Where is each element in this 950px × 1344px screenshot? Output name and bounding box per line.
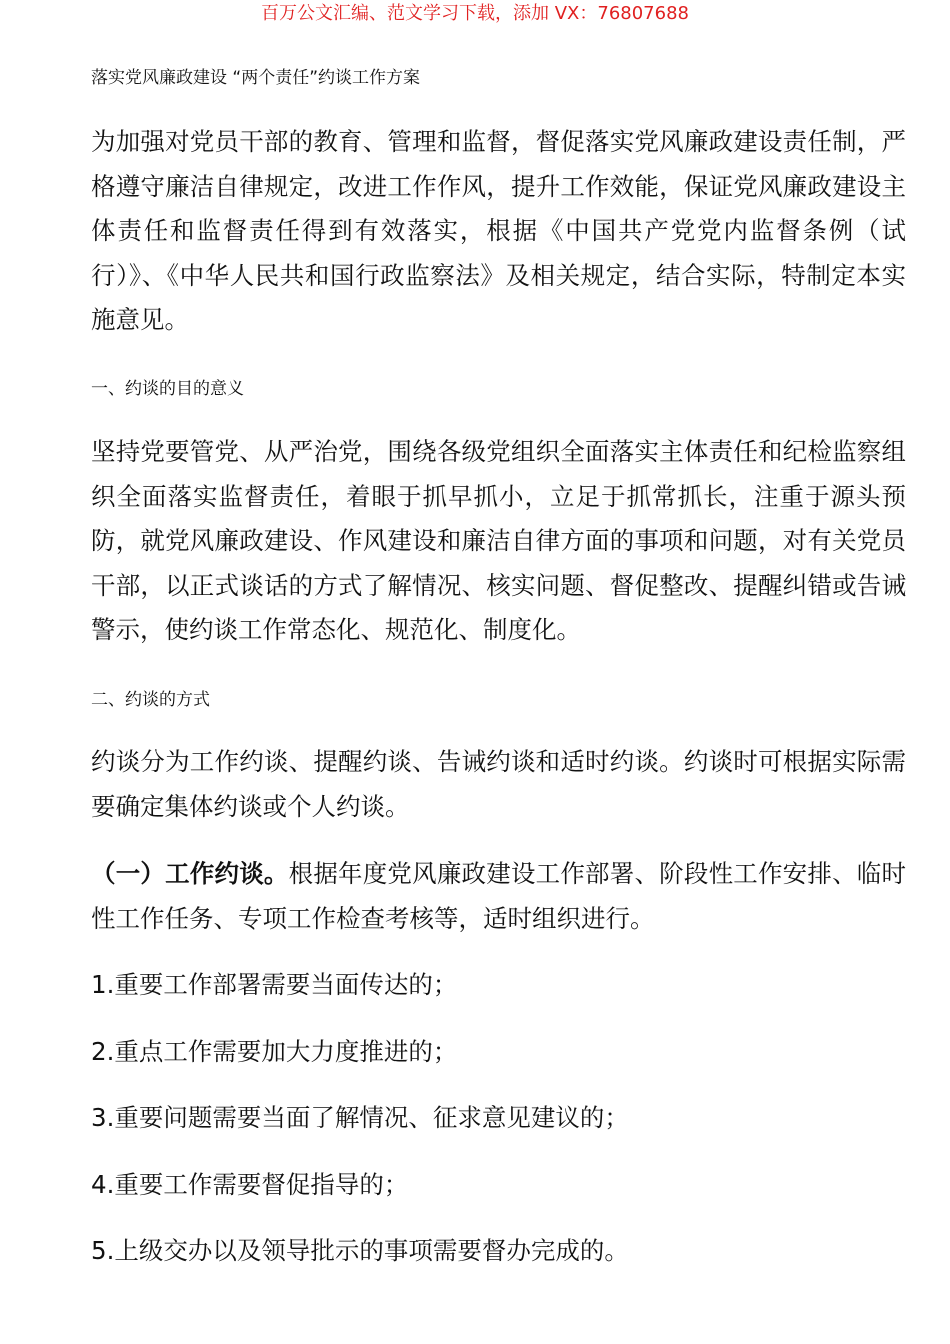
list-item: 2.重点工作需要加大力度推进的； [91, 1037, 458, 1066]
subsection-lead: （一）工作约谈。 [91, 859, 289, 888]
list-item: 3.重要问题需要当面了解情况、征求意见建议的； [91, 1103, 629, 1132]
watermark-banner: 百万公文汇编、范文学习下载，添加 VX：76807688 [261, 3, 689, 24]
section-heading-methods: 二、约谈的方式 [91, 690, 210, 710]
section-body-methods: 约谈分为工作约谈、提醒约谈、告诫约谈和适时约谈。约谈时可根据实际需要确定集体约谈或个人约谈。 [91, 747, 906, 821]
section-heading-purpose: 一、约谈的目的意义 [91, 379, 244, 399]
list-item: 1.重要工作部署需要当面传达的； [91, 970, 458, 999]
intro-paragraph: 为加强对党员干部的教育、管理和监督，督促落实党风廉政建设责任制，严格遵守廉洁自律规定，改进工作作风，提升工作效能，保证党风廉政建设主体责任和监督责任得到有效落实，根据《中国共产党党内监督条例（试行）》、《中华人民共和国行政监察法》及相关规定，结合实际，特制定本实施意见。 [91, 127, 906, 334]
list-item: 5.上级交办以及领导批示的事项需要督办完成的。 [91, 1236, 629, 1265]
document-title: 落实党风廉政建设 “两个责任”约谈工作方案 [91, 68, 421, 88]
list-item: 4.重要工作需要督促指导的； [91, 1170, 409, 1199]
subsection-work-interview [91, 852, 906, 941]
subsection-body: 根据年度党风廉政建设工作部署、阶段性工作安排、临时性工作任务、专项工作检查考核等，适时组织进行。 [91, 859, 906, 933]
section-body-purpose: 坚持党要管党、从严治党，围绕各级党组织全面落实主体责任和纪检监察组织全面落实监督责任，着眼于抓早抓小，立足于抓常抓长，注重于源头预防，就党风廉政建设、作风建设和廉洁自律方面的事项和问题，对有关党员干部，以正式谈话的方式了解情况、核实问题、督促整改、提醒纠错或告诫警示，使约谈工作常态化、规范化、制度化。 [91, 437, 906, 644]
